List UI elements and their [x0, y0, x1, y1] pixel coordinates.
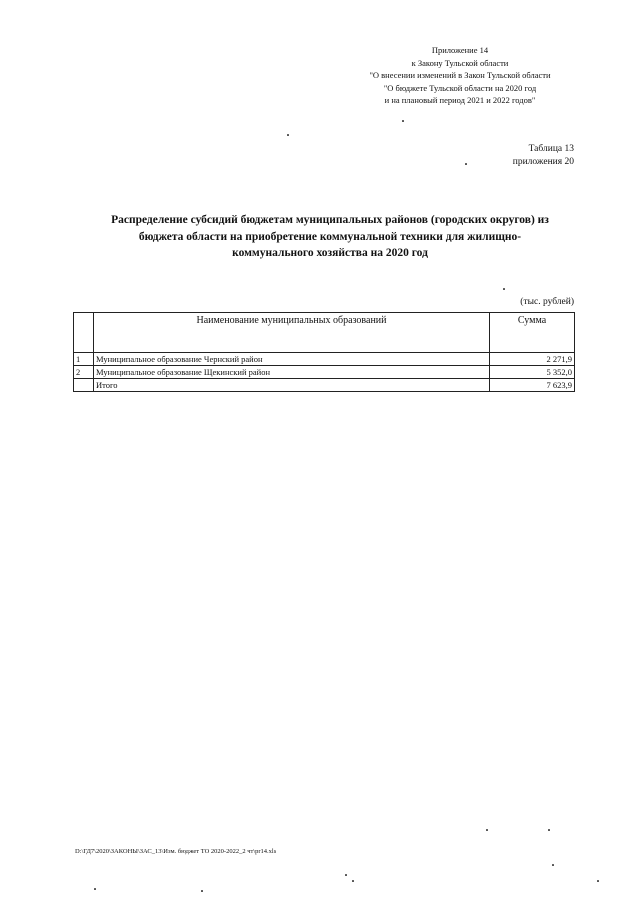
annex-line: "О внесении изменений в Закон Тульской области	[369, 70, 551, 80]
scan-speck	[548, 829, 550, 831]
total-number	[74, 379, 94, 392]
scan-speck	[345, 874, 347, 876]
file-path-footer: D:\ГД7\2020\ЗАКОНЫ\ЗАС_13\Изм. бюджет ТО 2020-2022_2 чт\pr14.xls	[75, 848, 277, 855]
table-row	[74, 366, 575, 379]
scan-speck	[352, 880, 354, 882]
total-sum: 7 623,9	[490, 379, 575, 392]
scan-speck	[94, 888, 96, 890]
scan-speck	[287, 134, 289, 136]
table-row	[74, 353, 575, 366]
scan-speck	[486, 829, 488, 831]
row-name: Муниципальное образование Чернский район	[94, 353, 490, 366]
units-label: (тыс. рублей)	[520, 297, 574, 307]
scan-speck	[552, 864, 554, 866]
annex-line: Приложение 14	[431, 45, 489, 55]
table-reference	[513, 143, 574, 169]
table-ref-line: приложения 20	[512, 157, 574, 167]
scan-speck	[201, 890, 203, 892]
scan-speck	[465, 163, 467, 165]
scan-speck	[597, 880, 599, 882]
row-number: 1	[74, 353, 94, 366]
scan-speck	[503, 288, 505, 290]
total-label: Итого	[94, 379, 490, 392]
annex-line: "О бюджете Тульской области на 2020 год	[383, 82, 537, 93]
annex-line: и на плановый период 2021 и 2022 годов"	[384, 95, 536, 105]
document-title	[70, 212, 590, 262]
row-sum: 5 352,0	[490, 366, 575, 379]
title-line: Распределение субсидий бюджетам муниципальных районов (городских округов) из	[111, 214, 549, 226]
title-line: бюджета области на приобретение коммунальной техники для жилищно-	[138, 230, 522, 243]
header-name: Наименование муниципальных образований	[94, 313, 490, 353]
annex-line: к Закону Тульской области	[411, 57, 509, 68]
scan-speck	[402, 120, 404, 122]
annex-header	[340, 44, 580, 107]
row-number: 2	[74, 366, 94, 379]
subsidy-table	[73, 312, 575, 392]
title-line: коммунального хозяйства на 2020 год	[232, 247, 428, 259]
table-header-row	[74, 313, 575, 353]
table-ref-line: Таблица 13	[528, 144, 574, 154]
total-row	[74, 379, 575, 392]
header-num	[74, 313, 94, 353]
row-name: Муниципальное образование Щекинский район	[94, 366, 490, 379]
header-sum: Сумма	[490, 313, 575, 353]
row-sum: 2 271,9	[490, 353, 575, 366]
